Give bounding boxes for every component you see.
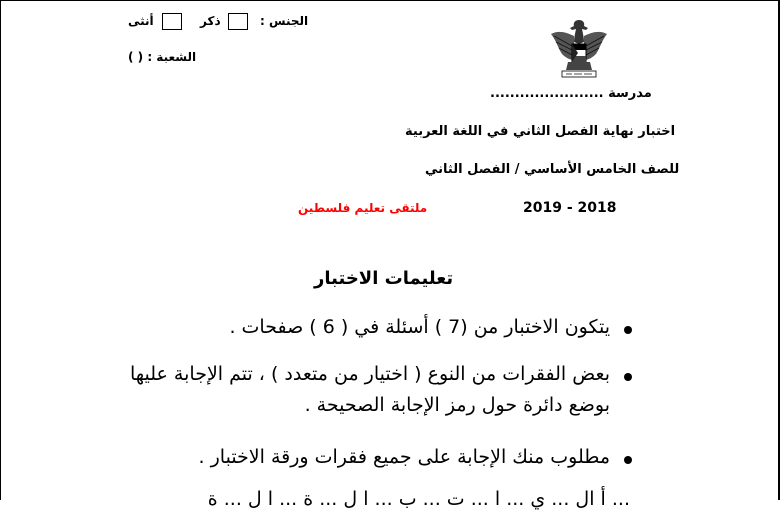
instruction-item-partial: ... أ ال ... ي ... ا ... ت ... ب ... ا ل ... ة ... ا ل ... ة — [207, 488, 630, 510]
instruction-item-1: يتكون الاختبار من (7 ) أسئلة في ( 6 ) صفحات . — [229, 316, 610, 338]
exam-grade: للصف الخامس الأساسي / الفصل الثاني — [425, 162, 680, 177]
male-label: ذكر — [200, 14, 221, 28]
gender-label: الجنس : — [260, 14, 309, 28]
school-label: مدرسة ....................... — [490, 86, 652, 101]
instruction-item-3: مطلوب منك الإجابة على جميع فقرات ورقة الاختبار . — [198, 446, 610, 468]
instruction-item-2: بعض الفقرات من النوع ( اختيار من متعدد ) ، تتم الإجابة عليها — [129, 363, 610, 385]
exam-title: اختبار نهاية الفصل الثاني في اللغة العربية — [405, 124, 676, 139]
male-checkbox[interactable] — [228, 13, 248, 30]
bullet-1 — [624, 326, 632, 334]
instructions-heading: تعليمات الاختبار — [314, 268, 454, 289]
female-label: أنثى — [128, 14, 154, 28]
page-border-left — [0, 0, 1, 500]
forum-label: ملتقى تعليم فلسطين — [298, 201, 428, 215]
instruction-item-2-cont: بوضع دائرة حول رمز الإجابة الصحيحة . — [304, 394, 610, 416]
palestine-eagle-emblem-icon — [548, 14, 610, 86]
bullet-3 — [624, 456, 632, 464]
page-border-top — [0, 0, 780, 1]
bullet-2 — [624, 373, 632, 381]
exam-year: 2019 - 2018 — [523, 200, 617, 216]
female-checkbox[interactable] — [162, 13, 182, 30]
section-label: الشعبة : ( ) — [128, 50, 197, 64]
